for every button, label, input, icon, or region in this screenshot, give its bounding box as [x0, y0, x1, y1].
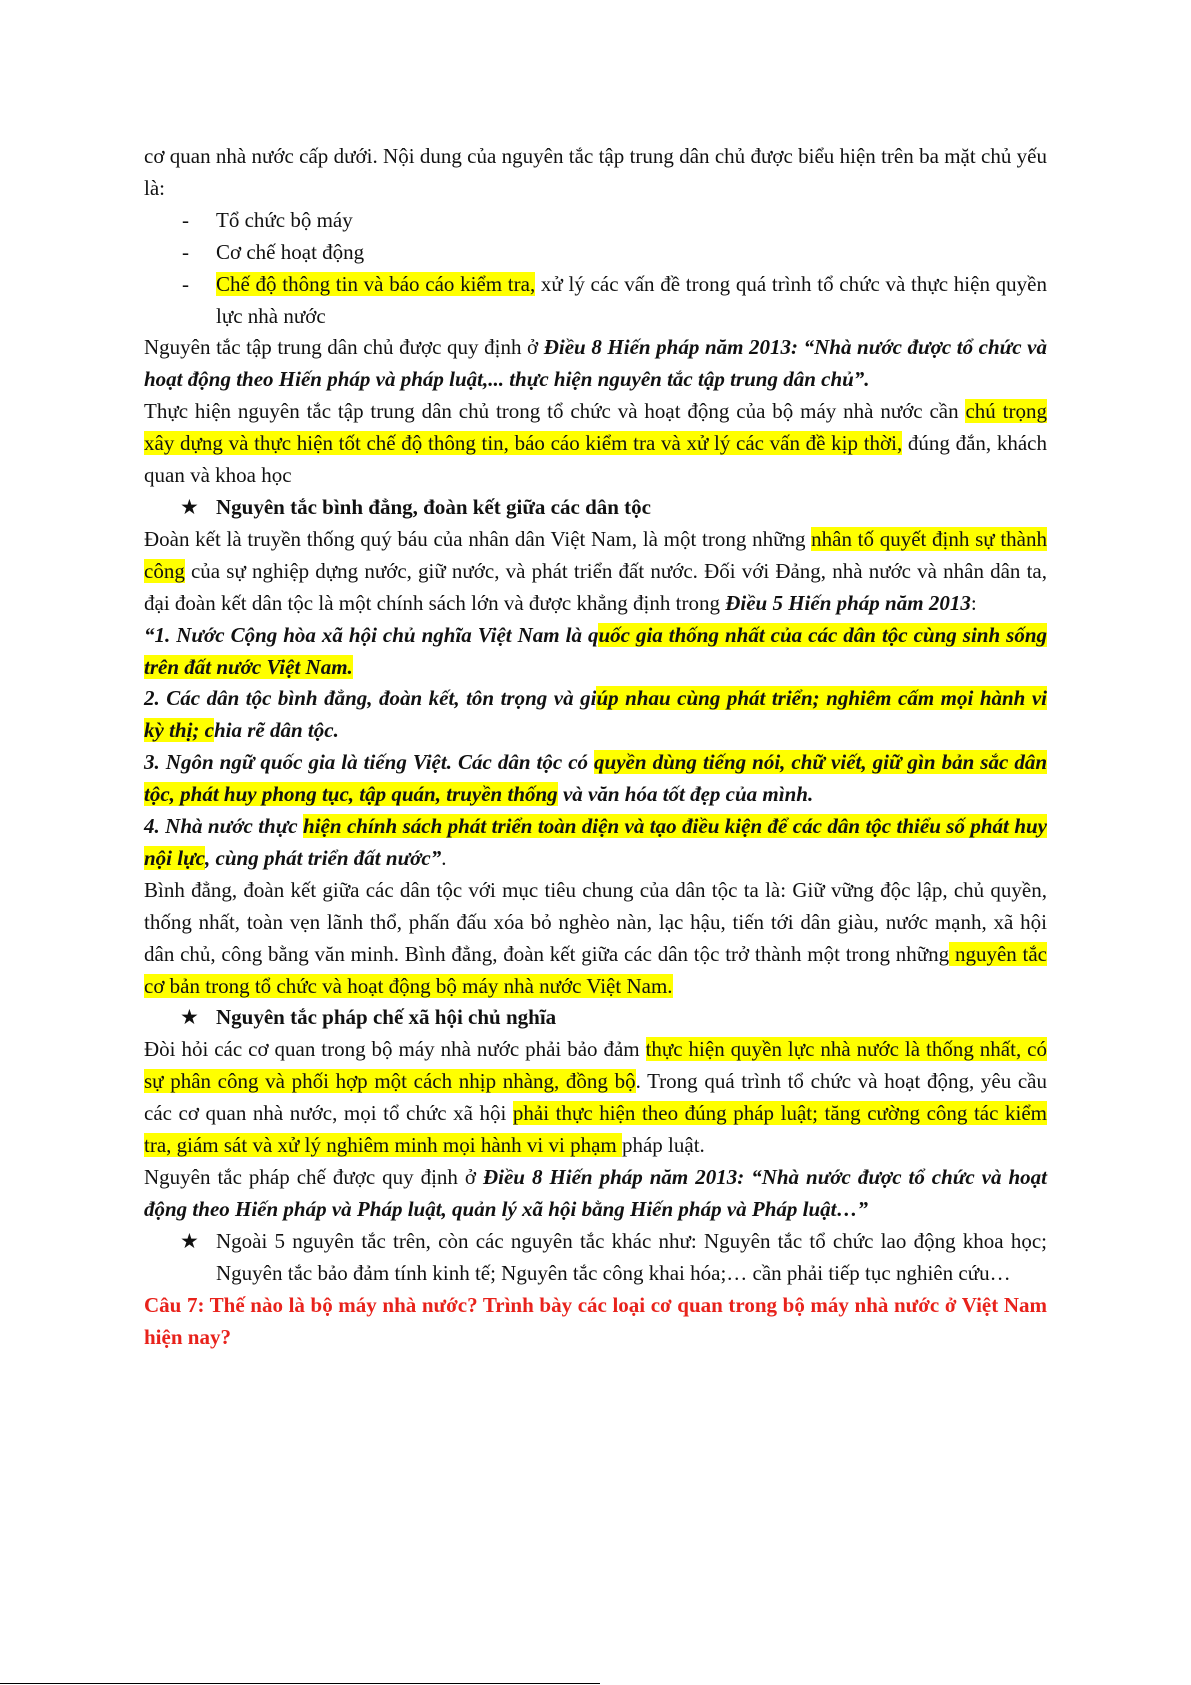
constitution-quote: Điều 8 Hiến pháp năm 2013: “Nhà nước được tổ chức và hoạt động theo Hiến pháp và pháp luật,... thực hiện nguyên tắc tập trung dân chủ”. [144, 335, 1047, 392]
quote-clause-2: 2. Các dân tộc bình đẳng, đoàn kết, tôn trọng và giúp nhau cùng phát triển; nghiêm cấm mọi hành vi kỳ thị; chia rẽ dân tộc. [144, 686, 1048, 743]
paragraph-legality: Đòi hỏi các cơ quan trong bộ máy nhà nước phải bảo đảm thực hiện quyền lực nhà nước là thống nhất, có sự phân công và phối hợp một cách nhịp nhàng, đồng bộ. Trong quá trình tổ chức và hoạt động, yêu cầu các cơ quan nhà nước, mọi tổ chức xã hội phải thực hiện theo đúng pháp luật; tăng cường công tác kiểm tra, giám sát và xử lý nghiêm minh mọi hành vi vi phạm pháp luật. [144, 1037, 1047, 1158]
highlighted-text: hiện chính sách phát triển toàn diện và tạo điều kiện để các dân tộc thiểu số phát huy nội lực [144, 814, 1047, 870]
list-item: - Cơ chế hoạt động [144, 237, 1047, 269]
highlighted-text: thực hiện quyền lực nhà nước là thống nhất, có sự phân công và phối hợp một cách nhịp nhàng, đồng bộ [144, 1037, 1047, 1094]
section-heading-legality: ★ Nguyên tắc pháp chế xã hội chủ nghĩa [144, 1002, 1047, 1034]
footer-rule [0, 1683, 600, 1684]
list-item: - Chế độ thông tin và báo cáo kiểm tra, xử lý các vấn đề trong quá trình tổ chức và thực hiện quyền lực nhà nước [144, 269, 1047, 333]
dash-marker: - [182, 271, 189, 296]
highlighted-text: phải thực hiện theo đúng pháp luật; tăng cường công tác kiểm tra, giám sát và xử lý nghiêm minh mọi hành vi vi phạm [144, 1101, 1047, 1158]
dash-marker: - [182, 239, 189, 264]
star-icon: ★ [180, 1005, 199, 1030]
constitution-quote: Điều 8 Hiến pháp năm 2013: “Nhà nước được tổ chức và hoạt động theo Hiến pháp và Pháp luật, quản lý xã hội bằng Hiến pháp và Pháp luật…” [144, 1165, 1047, 1221]
highlighted-text: úp nhau cùng phát triển; nghiêm cấm mọi hành vi kỳ thị; c [144, 686, 1048, 743]
article-reference: Điều 5 Hiến pháp năm 2013 [725, 590, 971, 615]
quote-clause-4: 4. Nhà nước thực hiện chính sách phát triển toàn diện và tạo điều kiện để các dân tộc thiểu số phát huy nội lực, cùng phát triển đất nước”. [144, 814, 1047, 870]
star-icon: ★ [180, 494, 199, 519]
paragraph-intro: cơ quan nhà nước cấp dưới. Nội dung của nguyên tắc tập trung dân chủ được biểu hiện trên ba mặt chủ yếu là: [144, 144, 1047, 200]
other-principles-item: ★ Ngoài 5 nguyên tắc trên, còn các nguyên tắc khác như: Nguyên tắc tổ chức lao động khoa học; Nguyên tắc bảo đảm tính kinh tế; Nguyên tắc công khai hóa;… cần phải tiếp tục nghiên cứu… [144, 1226, 1047, 1290]
highlighted-text: Chế độ thông tin và báo cáo kiểm tra, [216, 271, 536, 296]
highlighted-text: chú trọng xây dựng và thực hiện tốt chế độ thông tin, báo cáo kiểm tra và xử lý các vấn đề kịp thời, [144, 399, 1047, 456]
paragraph-solidarity: Đoàn kết là truyền thống quý báu của nhân dân Việt Nam, là một trong những nhân tố quyết định sự thành công của sự nghiệp dựng nước, giữ nước, và phát triển đất nước. Đối với Đảng, nhà nước và nhân dân ta, đại đoàn kết dân tộc là một chính sách lớn và được khẳng định trong Điều 5 Hiến pháp năm 2013: [144, 526, 1047, 615]
highlighted-text: uốc gia thống nhất của các dân tộc cùng sinh sống trên đất nước Việt Nam. [144, 622, 1047, 679]
paragraph-democratic-centralism: Nguyên tắc tập trung dân chủ được quy định ở Điều 8 Hiến pháp năm 2013: “Nhà nước được tổ chức và hoạt động theo Hiến pháp và pháp luật,... thực hiện nguyên tắc tập trung dân chủ”. [144, 335, 1047, 392]
aspects-list [144, 205, 1047, 333]
document-page [144, 141, 1047, 1353]
section-heading-equality: ★ Nguyên tắc bình đẳng, đoàn kết giữa các dân tộc [144, 492, 1047, 524]
quote-clause-1: “1. Nước Cộng hòa xã hội chủ nghĩa Việt Nam là quốc gia thống nhất của các dân tộc cùng sinh sống trên đất nước Việt Nam. [144, 622, 1047, 679]
list-item: - Tổ chức bộ máy [144, 205, 1047, 237]
quote-clause-3: 3. Ngôn ngữ quốc gia là tiếng Việt. Các dân tộc có quyền dùng tiếng nói, chữ viết, giữ gìn bản sắc dân tộc, phát huy phong tục, tập quán, truyền thống và văn hóa tốt đẹp của mình. [144, 750, 1047, 807]
question-heading: Câu 7: Thế nào là bộ máy nhà nước? Trình bày các loại cơ quan trong bộ máy nhà nước ở Việt Nam hiện nay? [144, 1292, 1047, 1349]
paragraph-implementation: Thực hiện nguyên tắc tập trung dân chủ trong tổ chức và hoạt động của bộ máy nhà nước cần chú trọng xây dựng và thực hiện tốt chế độ thông tin, báo cáo kiểm tra và xử lý các vấn đề kịp thời, đúng đắn, khách quan và khoa học [144, 399, 1047, 488]
highlighted-text: nhân tố quyết định sự thành công [144, 526, 1047, 583]
dash-marker: - [182, 207, 189, 232]
highlighted-text: nguyên tắc cơ bản trong tổ chức và hoạt động bộ máy nhà nước Việt Nam. [144, 941, 1047, 998]
paragraph-equality-goals: Bình đẳng, đoàn kết giữa các dân tộc với mục tiêu chung của dân tộc ta là: Giữ vững độc lập, chủ quyền, thống nhất, toàn vẹn lãnh thổ, phấn đấu xóa bỏ nghèo nàn, lạc hậu, tiến tới dân giàu, nước mạnh, xã hội dân chủ, công bằng văn minh. Bình đẳng, đoàn kết giữa các dân tộc trở thành một trong những nguyên tắc cơ bản trong tổ chức và hoạt động bộ máy nhà nước Việt Nam. [144, 877, 1047, 998]
star-icon: ★ [180, 1228, 199, 1253]
highlighted-text: quyền dùng tiếng nói, chữ viết, giữ gìn bản sắc dân tộc, phát huy phong tục, tập quán, truyền thống [144, 750, 1047, 807]
paragraph-legality-article: Nguyên tắc pháp chế được quy định ở Điều 8 Hiến pháp năm 2013: “Nhà nước được tổ chức và hoạt động theo Hiến pháp và Pháp luật, quản lý xã hội bằng Hiến pháp và Pháp luật…” [144, 1165, 1047, 1221]
